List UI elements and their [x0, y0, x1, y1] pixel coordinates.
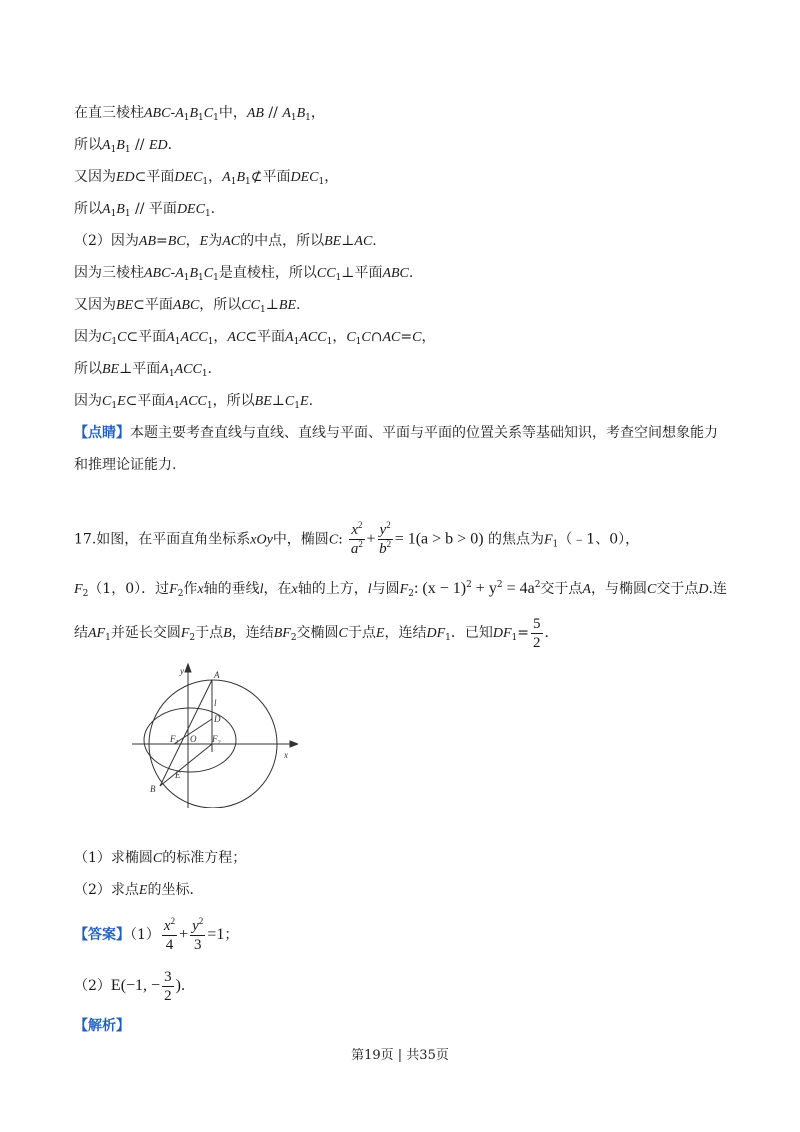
label-b: B: [150, 784, 156, 794]
question-2: （2）求点E的坐标．: [74, 882, 204, 898]
answer-line-1: 【答案】（1） $\frac{x^2}{4}$ + $\frac{y^2}{3}$ =1；: [74, 915, 239, 953]
label-e: E: [175, 770, 181, 780]
problem-line-3: 结$AF_1$并延长交圆$F_2$于点B，连结$BF_2$交椭圆C于点E，连结$DF_1$．已知$DF_1=$ $\frac{5}{2}$ ．: [74, 615, 559, 651]
label-l: l: [214, 698, 217, 708]
answer-fraction-3-2: $\frac{3}{2}$: [164, 968, 172, 1004]
proof-line-8: 因为$C_1C\subset$平面$A_1ACC_1$，AC⊂平面$A_1ACC_1$，$C_1C\cap AC=C$，: [74, 329, 436, 347]
answer-fraction-y: $\frac{y^2}{3}$: [192, 915, 204, 953]
y-axis-arrow: [185, 664, 191, 672]
question-1: （1）求椭圆C的标准方程；: [74, 850, 247, 866]
ellipse-fraction-x: $\frac{x^2}{a^2}$: [350, 520, 363, 557]
proof-line-9: 所以BE⊥平面$A_1ACC_1$.: [74, 361, 212, 379]
label-x: x: [284, 750, 288, 760]
label-o: O: [190, 734, 197, 744]
answer-fraction-x: $\frac{x^2}{4}$: [163, 915, 176, 953]
segment-bf2: [160, 744, 212, 786]
answer-tag: 【答案】: [74, 927, 130, 943]
proof-line-10: 因为$C_1E\subset$平面$A_1ACC_1$，所以$BE\perp C_1E$.: [74, 393, 314, 411]
comment-line-2: 和推理论证能力.: [74, 457, 177, 473]
proof-line-1: 在直三棱柱ABC-$A_1B_1C_1$中，AB // $A_1B_1$，: [74, 105, 325, 123]
proof-line-7: 又因为BE⊂平面ABC，所以$CC_1\perp BE$.: [74, 297, 301, 315]
proof-line-2: 所以$A_1B_1$ // ED.: [74, 137, 173, 155]
page-footer: 第19页 | 共35页: [351, 1048, 449, 1063]
proof-line-5: （2）因为AB=BC，E为AC的中点，所以BE⊥AC.: [74, 233, 377, 249]
x-axis-arrow: [290, 741, 298, 747]
label-d: D: [214, 714, 221, 724]
problem-line-2: $F_2(1$，0）．过$F_2$作x轴的垂线l，在x轴的上方，l与圆$F_2$: $(x - 1)^2 + y^2 = 4a^2$交于点A，与椭圆C交于点D.连: [74, 580, 727, 599]
problem-line-1: 17.如图，在平面直角坐标系xOy中，椭圆C: $\frac{x^2}{a^2}$ + $\frac{y^2}{b^2}$ = 1(a > b > 0) 的焦点为$F_1(﹣1$、0），: [74, 520, 640, 557]
label-f1: $F_1$: [170, 734, 179, 746]
proof-line-3: 又因为ED⊂平面$DEC_1$，$A_1B_1⊄$平面$DEC_1$，: [74, 169, 339, 187]
comment-tag: 【点睛】: [74, 425, 130, 441]
analysis-tag: 【解析】: [74, 1018, 130, 1034]
df1-fraction: $\frac{5}{2}$: [533, 615, 541, 651]
ellipse-circle-figure: [128, 662, 298, 808]
comment-line-1: 【点睛】本题主要考查直线与直线、直线与平面、平面与平面的位置关系等基础知识，考查空间想象能力: [74, 425, 718, 441]
analysis-heading: [74, 1016, 130, 1036]
answer-line-2: （2）E(−1, − $\frac{3}{2}$ )．: [74, 968, 195, 1004]
proof-line-4: 所以$A_1B_1$ // 平面$DEC_1$.: [74, 201, 216, 219]
ellipse-fraction-y: $\frac{y^2}{b^2}$: [379, 520, 392, 557]
proof-line-6: 因为三棱柱ABC-$A_1B_1C_1$是直棱柱，所以$CC_1\perp$平面ABC.: [74, 265, 414, 283]
label-a: A: [214, 670, 220, 680]
label-y: y: [180, 666, 184, 676]
label-f2: $F_2$: [212, 734, 221, 746]
